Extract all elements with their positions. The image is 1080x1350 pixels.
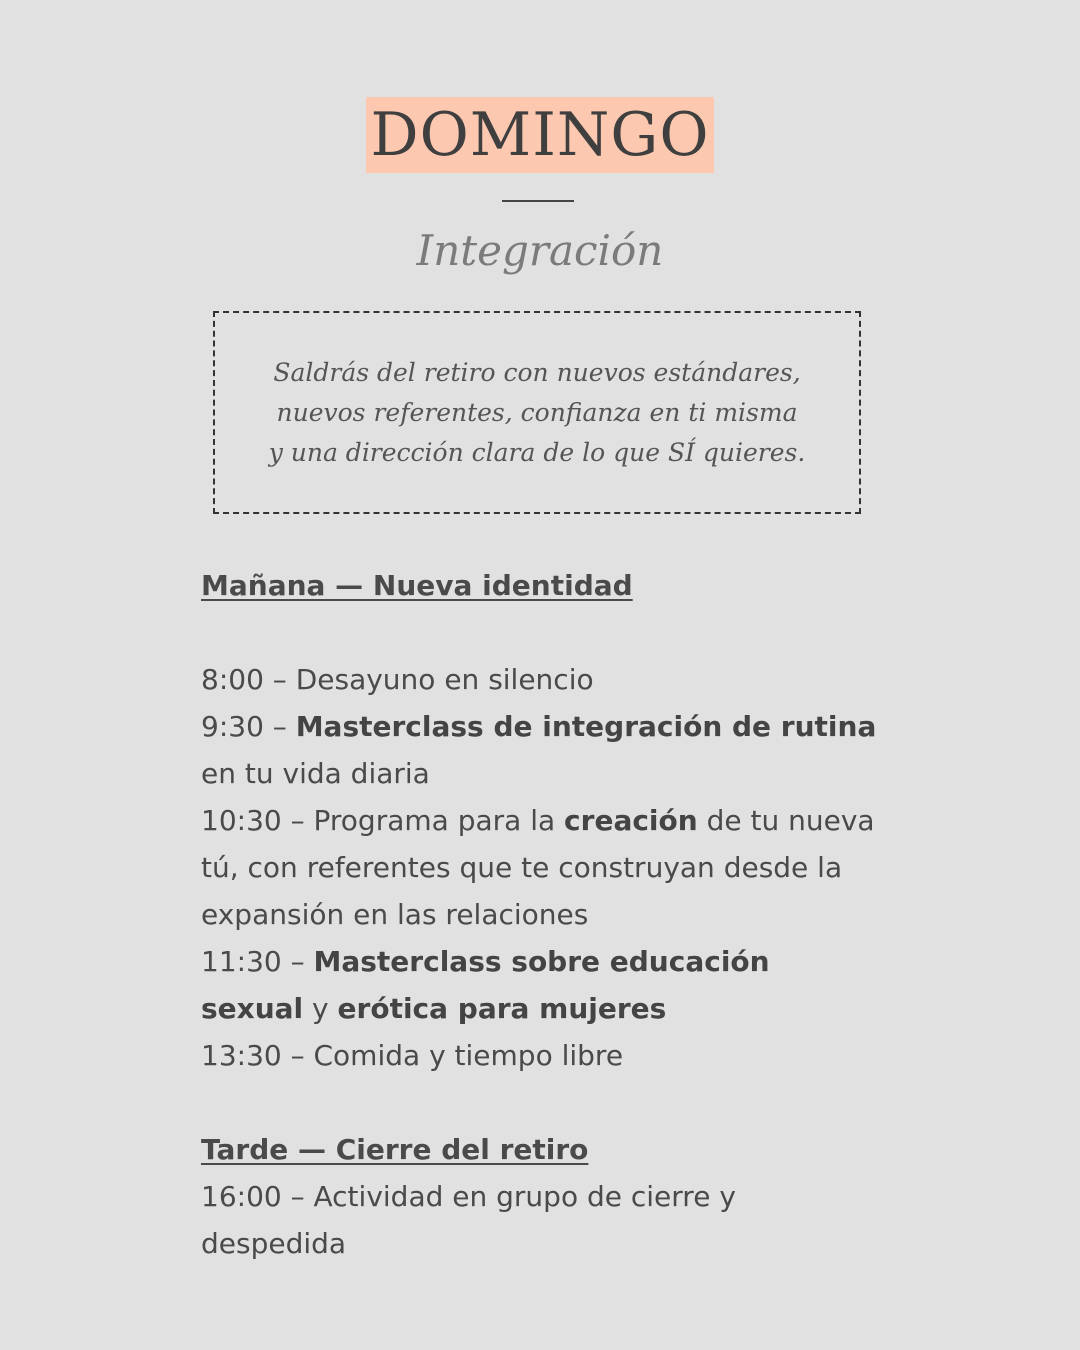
item-text: de tu nueva tú, con referentes que te construyan desde la expansión en las relaciones: [201, 804, 875, 931]
spacer: [201, 609, 881, 656]
page-title: DOMINGO: [366, 97, 713, 173]
schedule-item: [201, 1173, 881, 1267]
item-time: 8:00 –: [201, 663, 296, 696]
item-text: Actividad en grupo de cierre y despedida: [201, 1180, 736, 1260]
quote-box: [213, 311, 861, 514]
schedule: [201, 562, 881, 1267]
item-text: Programa para la: [313, 804, 565, 837]
spacer: [201, 1079, 881, 1126]
item-bold: Masterclass sobre educación sexual: [201, 945, 770, 1025]
schedule-item: [201, 656, 881, 703]
item-bold: Masterclass de integración de rutina: [295, 710, 877, 743]
item-time: 11:30 –: [201, 945, 314, 978]
item-time: 10:30 –: [201, 804, 314, 837]
item-text: Desayuno en silencio: [295, 663, 594, 696]
item-bold: creación: [564, 804, 698, 837]
quote-text: Saldrás del retiro con nuevos estándares, nuevos referentes, confianza en ti misma y una dirección clara de lo que SÍ quieres.: [268, 357, 806, 467]
item-time: 13:30 –: [201, 1039, 314, 1072]
item-bold: erótica para mujeres: [337, 992, 667, 1025]
page-subtitle: Integración: [416, 226, 664, 275]
afternoon-heading: Tarde — Cierre del retiro: [201, 1133, 589, 1166]
title-wrapper: [0, 97, 1080, 173]
item-time: 9:30 –: [201, 710, 296, 743]
morning-heading: Mañana — Nueva identidad: [201, 569, 633, 602]
item-text: en tu vida diaria: [201, 757, 430, 790]
schedule-item: [201, 938, 881, 1032]
schedule-item: [201, 797, 881, 938]
title-divider: [502, 200, 574, 202]
item-text: Comida y tiempo libre: [313, 1039, 624, 1072]
schedule-item: [201, 1032, 881, 1079]
item-time: 16:00 –: [201, 1180, 314, 1213]
schedule-item: [201, 703, 881, 797]
item-text: y: [303, 992, 338, 1025]
